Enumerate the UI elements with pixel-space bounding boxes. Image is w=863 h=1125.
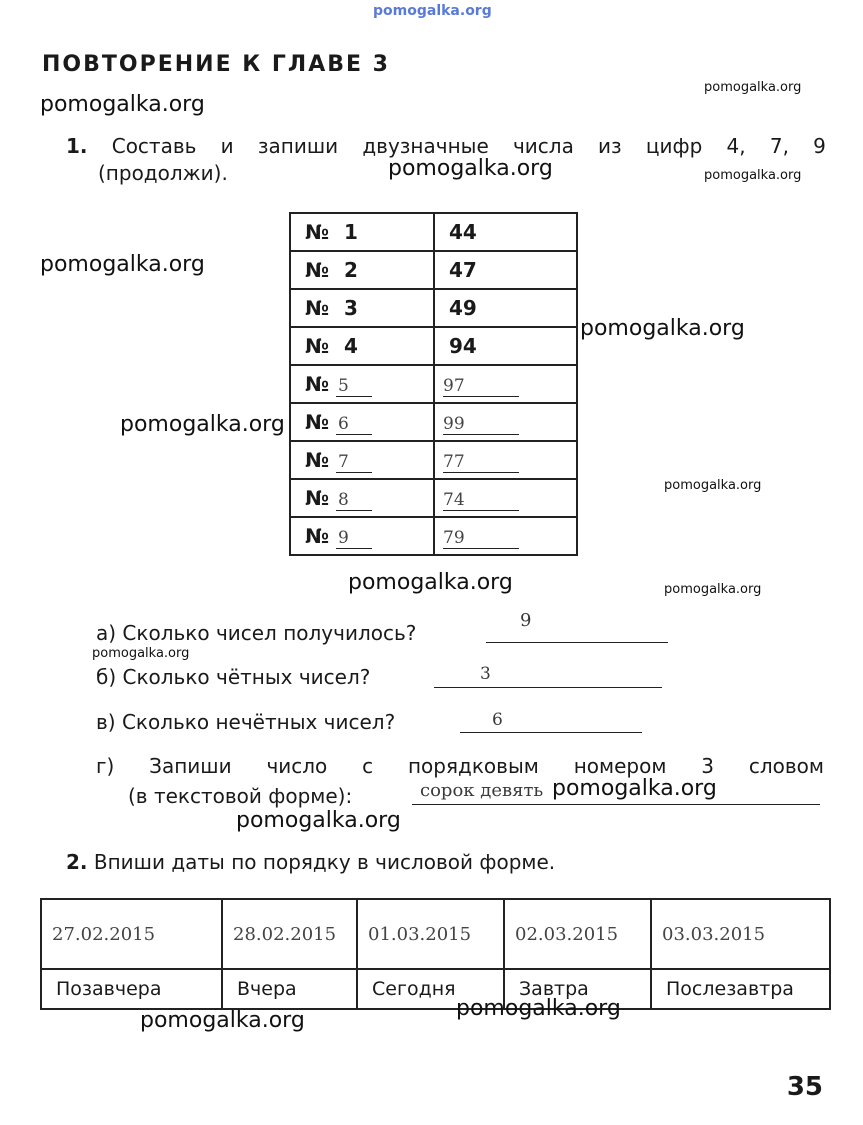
table-row xyxy=(290,441,577,479)
number-sign: № xyxy=(305,220,330,244)
question-b-label: б) Сколько чётных чисел? xyxy=(96,665,371,689)
day-label: Позавчера xyxy=(41,969,222,1009)
watermark: pomogalka.org xyxy=(348,570,513,595)
table-row xyxy=(290,365,577,403)
word: порядковым xyxy=(407,754,539,778)
row-value-cell[interactable] xyxy=(434,365,577,403)
word: и xyxy=(220,134,234,158)
word: числа xyxy=(512,134,574,158)
word: номером xyxy=(573,754,667,778)
task-number: 1. xyxy=(66,134,88,158)
answer-a: 9 xyxy=(520,610,532,631)
row-number-cell xyxy=(290,327,434,365)
row-number[interactable]: 7 xyxy=(336,452,372,473)
row-value: 49 xyxy=(449,296,477,320)
row-number[interactable]: 8 xyxy=(336,490,372,511)
row-value: 94 xyxy=(449,334,477,358)
question-g-line2: (в текстовой форме): xyxy=(128,784,353,808)
row-value: 47 xyxy=(449,258,477,282)
row-number-cell xyxy=(290,289,434,327)
date-cell[interactable]: 27.02.2015 xyxy=(41,899,222,969)
table-row xyxy=(290,289,577,327)
row-number: 1 xyxy=(344,220,358,244)
number-sign: № xyxy=(305,334,330,358)
date-cell[interactable]: 03.03.2015 xyxy=(651,899,830,969)
word: 4, xyxy=(726,134,746,158)
watermark: pomogalka.org xyxy=(580,316,745,341)
task-2-text xyxy=(66,850,555,874)
row-value[interactable]: 99 xyxy=(443,414,519,435)
row-number-cell xyxy=(290,479,434,517)
word: 9 xyxy=(813,134,826,158)
watermark: pomogalka.org xyxy=(40,92,205,117)
row-number[interactable]: 9 xyxy=(336,528,372,549)
number-sign: № xyxy=(305,296,330,320)
watermark: pomogalka.org xyxy=(664,478,762,493)
number-sign: № xyxy=(305,447,330,472)
number-sign: № xyxy=(305,409,330,434)
answer-v: 6 xyxy=(492,710,503,730)
date-cell[interactable]: 02.03.2015 xyxy=(504,899,651,969)
answer-b: 3 xyxy=(480,664,491,684)
word: Составь xyxy=(111,134,197,158)
watermark: pomogalka.org xyxy=(388,156,553,181)
question-a-label: а) Сколько чисел получилось? xyxy=(96,621,417,645)
page-number: 35 xyxy=(786,1072,823,1102)
day-label: Завтра xyxy=(504,969,651,1009)
row-value-cell xyxy=(434,251,577,289)
numbers-table xyxy=(289,212,578,556)
watermark: pomogalka.org xyxy=(140,1008,305,1033)
watermark: pomogalka.org xyxy=(120,412,285,437)
question-g-line1 xyxy=(96,754,824,778)
day-label: Послезавтра xyxy=(651,969,830,1009)
dates-table xyxy=(40,898,831,1010)
word: 3 xyxy=(701,754,714,778)
row-value-cell xyxy=(434,289,577,327)
row-value-cell xyxy=(434,213,577,251)
row-number: 4 xyxy=(344,334,358,358)
word: число xyxy=(266,754,328,778)
row-value-cell[interactable] xyxy=(434,479,577,517)
word: запиши xyxy=(257,134,339,158)
answer-b-line[interactable] xyxy=(434,687,662,688)
row-number-cell xyxy=(290,403,434,441)
page-title: ПОВТОРЕНИЕ К ГЛАВЕ 3 xyxy=(42,52,390,77)
number-sign: № xyxy=(305,485,330,510)
answer-v-line[interactable] xyxy=(460,732,642,733)
row-value-cell[interactable] xyxy=(434,441,577,479)
table-row xyxy=(290,479,577,517)
watermark: pomogalka.org xyxy=(552,776,717,801)
row-number: 2 xyxy=(344,258,358,282)
watermark: pomogalka.org xyxy=(664,582,762,597)
word: г) xyxy=(96,754,115,778)
word: цифр xyxy=(645,134,703,158)
row-number-cell xyxy=(290,517,434,555)
word: из xyxy=(598,134,622,158)
word: двузначные xyxy=(362,134,489,158)
watermark: pomogalka.org xyxy=(704,80,802,95)
row-value: 44 xyxy=(449,220,477,244)
task-2-instruction: Впиши даты по порядку в числовой форме. xyxy=(93,850,556,874)
day-label: Вчера xyxy=(222,969,357,1009)
row-number-cell xyxy=(290,213,434,251)
watermark: pomogalka.org xyxy=(92,646,190,661)
row-value-cell[interactable] xyxy=(434,403,577,441)
watermark: pomogalka.org xyxy=(236,808,401,833)
day-label: Сегодня xyxy=(357,969,504,1009)
watermark: pomogalka.org xyxy=(373,3,492,19)
row-number[interactable]: 6 xyxy=(336,414,372,435)
table-row xyxy=(290,517,577,555)
number-sign: № xyxy=(305,258,330,282)
number-sign: № xyxy=(305,523,330,548)
row-value-cell xyxy=(434,327,577,365)
table-row xyxy=(290,327,577,365)
word: 7, xyxy=(769,134,789,158)
watermark: pomogalka.org xyxy=(40,252,205,277)
number-sign: № xyxy=(305,371,330,396)
answer-g: сорок девять xyxy=(420,780,544,801)
row-number: 3 xyxy=(344,296,358,320)
answer-g-line[interactable] xyxy=(412,804,820,805)
row-value-cell[interactable] xyxy=(434,517,577,555)
table-row xyxy=(290,213,577,251)
task-1-line2: (продолжи). xyxy=(98,161,228,185)
row-value[interactable]: 79 xyxy=(443,528,519,549)
word: Запиши xyxy=(149,754,232,778)
watermark: pomogalka.org xyxy=(704,168,802,183)
row-number-cell xyxy=(290,365,434,403)
question-v-label: в) Сколько нечётных чисел? xyxy=(96,710,396,734)
row-value[interactable]: 74 xyxy=(443,490,519,511)
table-row xyxy=(290,403,577,441)
watermark: pomogalka.org xyxy=(456,996,621,1021)
row-value[interactable]: 77 xyxy=(443,452,519,473)
row-number-cell xyxy=(290,441,434,479)
table-row xyxy=(290,251,577,289)
word: с xyxy=(362,754,374,778)
row-number-cell xyxy=(290,251,434,289)
row-value[interactable]: 97 xyxy=(443,376,519,397)
date-cell[interactable]: 28.02.2015 xyxy=(222,899,357,969)
row-number[interactable]: 5 xyxy=(336,376,372,397)
answer-a-line[interactable] xyxy=(486,642,668,643)
date-cell[interactable]: 01.03.2015 xyxy=(357,899,504,969)
task-number: 2. xyxy=(66,850,88,874)
word: словом xyxy=(748,754,824,778)
